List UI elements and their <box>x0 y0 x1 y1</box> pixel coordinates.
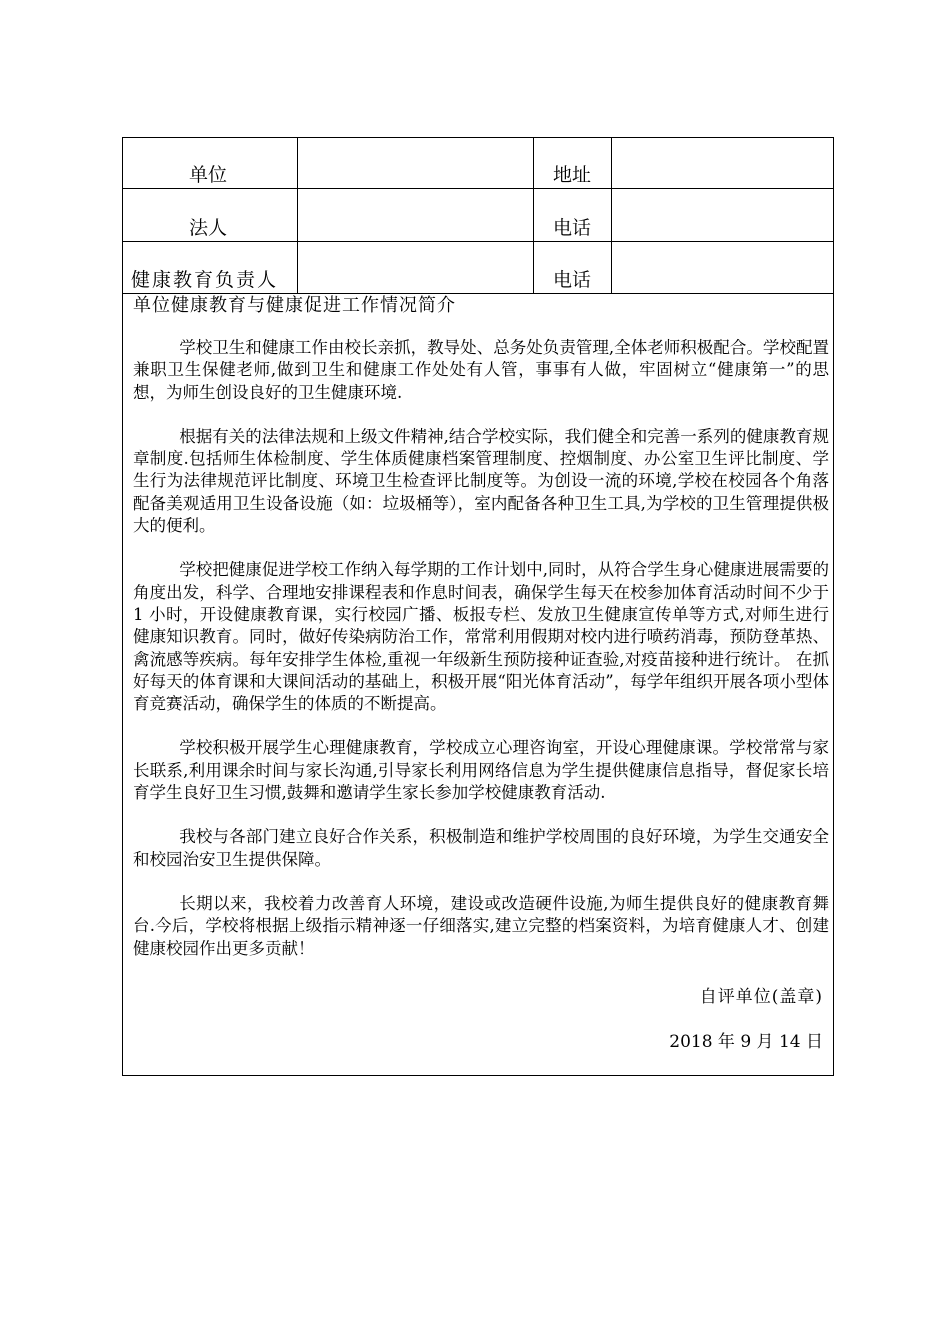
paragraph: 我校与各部门建立良好合作关系，积极制造和维护学校周围的良好环境，为学生交通安全和校园治安卫生提供保障。 <box>133 827 829 869</box>
health-education-form <box>122 137 834 1076</box>
section-title: 单位健康教育与健康促进工作情况简介 <box>133 295 456 316</box>
column-divider <box>297 138 298 293</box>
address-label: 地址 <box>553 164 592 186</box>
row-divider <box>123 241 833 242</box>
row-divider <box>123 293 833 294</box>
health-education-lead-label: 健康教育负责人 <box>131 269 279 291</box>
paragraph: 根据有关的法律法规和上级文件精神,结合学校实际，我们健全和完善一系列的健康教育规章制度.包括师生体检制度、学生体质健康档案管理制度、控烟制度、办公室卫生评比制度、学生行为法律规范评比制度、环境卫生检查评比制度等。为创设一流的环境,学校在校园各个角落配备美观适用卫生设备设施（如：垃圾桶等），室内配备各种卫生工具,为学校的卫生管理提供极大的便利。 <box>133 426 829 536</box>
date-label: 2018 年 9 月 14 日 <box>669 1032 823 1052</box>
self-assessment-seal-label: 自评单位(盖章) <box>699 987 823 1007</box>
unit-label: 单位 <box>189 164 228 186</box>
paragraph: 学校卫生和健康工作由校长亲抓，教导处、总务处负责管理,全体老师积极配合。学校配置兼职卫生保健老师,做到卫生和健康工作处处有人管，事事有人做，牢固树立“健康第一”的思想，为师生创设良好的卫生健康环境. <box>133 338 829 402</box>
lead-phone-label: 电话 <box>553 269 592 291</box>
column-divider <box>533 138 534 293</box>
legal-person-label: 法人 <box>189 217 228 239</box>
paragraph: 学校积极开展学生心理健康教育，学校成立心理咨询室，开设心理健康课。学校常常与家长联系,利用课余时间与家长沟通,引导家长利用网络信息为学生提供健康信息指导，督促家长培育学生良好卫生习惯,鼓舞和邀请学生家长参加学校健康教育活动. <box>133 738 829 803</box>
paragraph: 长期以来，我校着力改善育人环境，建设或改造硬件设施,为师生提供良好的健康教育舞台.今后，学校将根据上级指示精神逐一仔细落实,建立完整的档案资料，为培育健康人才、创建健康校园作出更多贡献！ <box>133 893 829 958</box>
row-divider <box>123 188 833 189</box>
paragraph: 学校把健康促进学校工作纳入每学期的工作计划中,同时，从符合学生身心健康进展需要的角度出发，科学、合理地安排课程表和作息时间表，确保学生每天在校参加体育活动时间不少于 1 小时，开设健康教育课，实行校园广播、板报专栏、发放卫生健康宣传单等方式,对师生进行健康知识教育。同时，做好传染病防治工作，常常利用假期对校内进行喷药消毒，预防登革热、禽流感等疾病。每年安排学生体检,重视一年级新生预防接种证查验,对疫苗接种进行统计。 在抓好每天的体育课和大课间活动的基础上，积极开展“阳光体育活动”，每学年组织开展各项小型体育竞赛活动，确保学生的体质的不断提高。 <box>133 560 829 714</box>
summary-body <box>133 337 829 982</box>
column-divider <box>611 138 612 293</box>
phone-label: 电话 <box>553 217 592 239</box>
